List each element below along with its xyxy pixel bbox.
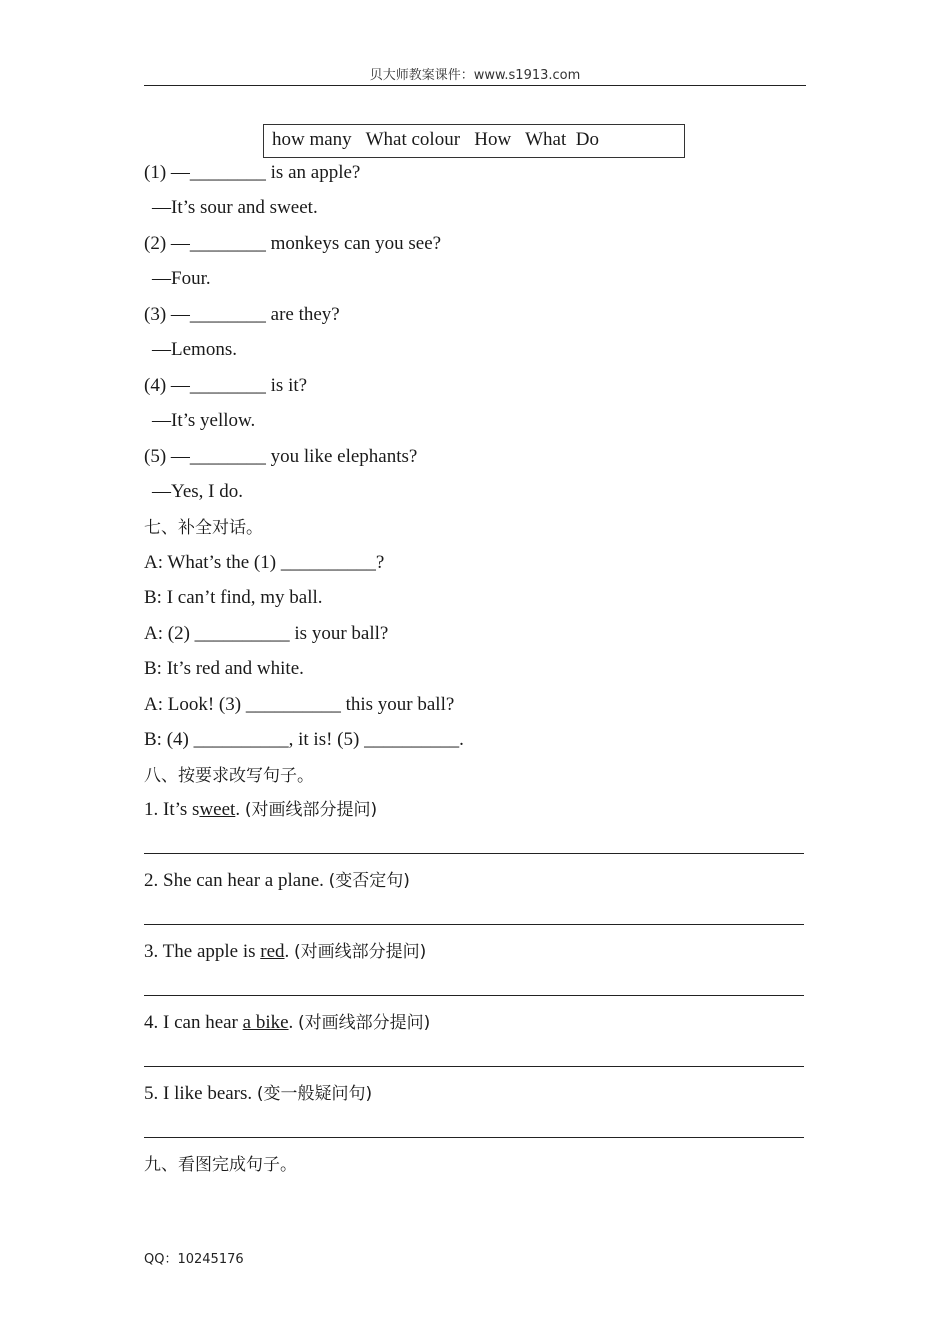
rewrite-item-2 xyxy=(144,869,410,893)
s6-question-4: (4) —________ is it? xyxy=(144,375,308,396)
underlined-word: a bike xyxy=(242,1012,289,1033)
rewrite-text: 4. I can hear xyxy=(144,1012,243,1033)
rewrite-punct: . xyxy=(288,1012,299,1033)
dialogue-line-6: B: (4) __________, it is! (5) __________. xyxy=(144,729,464,750)
s6-answer-1: —It’s sour and sweet. xyxy=(152,197,318,218)
rewrite-item-4 xyxy=(144,1011,430,1035)
header-divider xyxy=(144,85,806,86)
instruction-note: (对画线部分提问) xyxy=(294,942,427,962)
instruction-note: (对画线部分提问) xyxy=(298,1013,431,1033)
s6-answer-2: —Four. xyxy=(152,268,211,289)
dialogue-line-1: A: What’s the (1) __________? xyxy=(144,552,385,573)
rewrite-item-1 xyxy=(144,798,377,822)
s6-answer-4: —It’s yellow. xyxy=(152,410,256,431)
page-footer: QQ：10245176 xyxy=(144,1252,244,1267)
underlined-word: red xyxy=(260,941,285,962)
instruction-note: (变否定句) xyxy=(328,871,410,891)
page-header: 贝大师教案课件：www.s1913.com xyxy=(369,68,581,83)
s6-answer-3: —Lemons. xyxy=(152,339,237,360)
s6-question-3: (3) —________ are they? xyxy=(144,304,340,325)
rewrite-text: 1. It’s s xyxy=(144,799,200,820)
s6-answer-5: —Yes, I do. xyxy=(152,481,243,502)
section-8-title: 八、按要求改写句子。 xyxy=(144,766,314,786)
rewrite-item-3 xyxy=(144,940,426,964)
answer-line-2[interactable] xyxy=(144,924,804,925)
underlined-word: weet xyxy=(199,799,236,820)
answer-line-1[interactable] xyxy=(144,853,804,854)
rewrite-text: 5. I like bears. xyxy=(144,1083,257,1104)
dialogue-line-3: A: (2) __________ is your ball? xyxy=(144,623,389,644)
rewrite-punct: . xyxy=(284,941,295,962)
dialogue-line-5: A: Look! (3) __________ this your ball? xyxy=(144,694,455,715)
instruction-note: (变一般疑问句) xyxy=(256,1084,373,1104)
section-7-title: 七、补全对话。 xyxy=(144,518,263,538)
rewrite-item-5 xyxy=(144,1082,372,1106)
instruction-note: (对画线部分提问) xyxy=(244,800,378,820)
rewrite-punct: . xyxy=(235,799,245,820)
answer-line-4[interactable] xyxy=(144,1066,804,1067)
dialogue-line-4: B: It’s red and white. xyxy=(144,658,304,679)
word-bank-box: how many What colour How What Do xyxy=(263,124,685,158)
dialogue-line-2: B: I can’t find, my ball. xyxy=(144,587,323,608)
s6-question-2: (2) —________ monkeys can you see? xyxy=(144,233,442,254)
s6-question-5: (5) —________ you like elephants? xyxy=(144,446,418,467)
rewrite-text: 2. She can hear a plane. xyxy=(144,870,329,891)
answer-line-3[interactable] xyxy=(144,995,804,996)
section-9-title: 九、看图完成句子。 xyxy=(144,1155,297,1175)
s6-question-1: (1) —________ is an apple? xyxy=(144,162,361,183)
answer-line-5[interactable] xyxy=(144,1137,804,1138)
rewrite-text: 3. The apple is xyxy=(144,941,261,962)
